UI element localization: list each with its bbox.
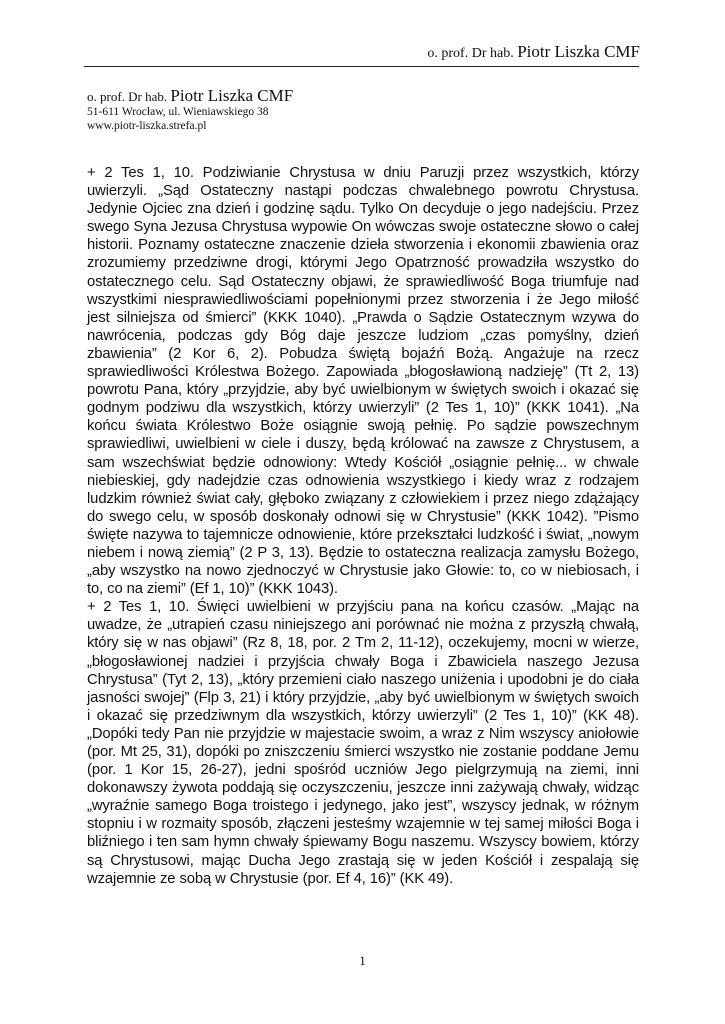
author-line — [87, 86, 293, 106]
author-street: 51-611 Wrocław, ul. Wieniawskiego 38 — [87, 106, 269, 119]
header-rule — [84, 66, 639, 67]
paragraph-1: + 2 Tes 1, 10. Podziwianie Chrystusa w dniu Paruzji przez wszystkich, którzy uwierzyli. „Sąd Ostateczny nastąpi podczas chwalebnego powrotu Chrystusa. Jedynie Ojciec zna dzień i godzinę sądu. Tylko On decyduje o jego nadejściu. Przez swego Syna Jezusa Chrystusa wypowie On wówczas swoje ostateczne słowo o całej historii. Poznamy ostateczne znaczenie dzieła stworzenia i ekonomii zbawienia oraz zrozumiemy przedziwne drogi, którymi Jego Opatrzność prowadziła wszystko do ostatecznego celu. Sąd Ostateczny objawi, że sprawiedliwość Boga triumfuje nad wszystkimi niesprawiedliwościami popełnionymi przez stworzenia i że Jego miłość jest silniejsza od śmierci” (KKK 1040). „Prawda o Sądzie Ostatecznym wzywa do nawrócenia, podczas gdy Bóg daje jeszcze ludziom „czas pomyślny, dzień zbawienia” (2 Kor 6, 2). Pobudza świętą bojaźń Bożą. Angażuje na rzecz sprawiedliwości Królestwa Bożego. Zapowiada „błogosławioną nadzieję” (Tt 2, 13) powrotu Pana, który „przyjdzie, aby być uwielbionym w świętych swoich i okazać się godnym podziwu dla wszystkich, którzy uwierzyli” (2 Tes 1, 10)” (KKK 1041). „Na końcu świata Królestwo Boże osiągnie swoją pełnię. Po sądzie powszechnym sprawiedliwi, uwielbieni w ciele i duszy, będą królować na zawsze z Chrystusem, a sam wszechświat będzie odnowiony: Wtedy Kościół „osiągnie pełnię... w chwale niebieskiej, gdy nadejdzie czas odnowienia wszystkiego i kiedy wraz z rodzajem ludzkim również świat cały, głęboko związany z człowiekiem i przez niego zdążający do swego celu, w sposób doskonały odnowi się w Chrystusie” (KKK 1042). ”Pismo święte nazywa to tajemnicze odnowienie, które przekształci ludzkość i świat, „nowym niebem i nową ziemią” (2 P 3, 13). Będzie to ostateczna realizacja zamysłu Bożego, „aby wszystko na nowo zjednoczyć w Chrystusie jako Głowie: to, co w niebiosach, i to, co na ziemi” (Ef 1, 10)” (KKK 1043). — [87, 165, 639, 598]
author-name: Piotr Liszka CMF — [170, 86, 294, 105]
running-header-prefix: o. prof. Dr hab. — [427, 46, 514, 61]
running-header-name: Piotr Liszka CMF — [517, 42, 640, 61]
author-address-block — [87, 86, 293, 134]
author-website: www.piotr-liszka.strefa.pl — [87, 120, 207, 133]
running-header — [427, 42, 640, 62]
body-text — [87, 164, 639, 888]
paragraph-2: + 2 Tes 1, 10. Święci uwielbieni w przyjściu pana na końcu czasów. „Mając na uwadze, że „utrapień czasu niniejszego ani porównać nie można z przyszłą chwałą, który się w nas objawi” (Rz 8, 18, por. 2 Tm 2, 11-12), oczekujemy, mocni w wierze, „błogosławionej nadziei i przyjścia chwały Boga i Zbawiciela naszego Jezusa Chrystusa” (Tyt 2, 13), „który przemieni ciało naszego uniżenia i upodobni je do ciała jasności swojej” (Flp 3, 21) i który przyjdzie, „aby być uwielbionym w świętych swoich i okazać się przedziwnym dla wszystkich, którzy uwierzyli” (2 Tes 1, 10)” (KK 48). „Dopóki tedy Pan nie przyjdzie w majestacie swoim, a wraz z Nim wszyscy aniołowie (por. Mt 25, 31), dopóki po zniszczeniu śmierci wszystko nie zostanie poddane Jemu (por. 1 Kor 15, 26-27), jedni spośród uczniów Jego pielgrzymują na ziemi, inni dokonawszy żywota poddają się oczyszczeniu, jeszcze inni zażywają chwały, widząc „wyraźnie samego Boga troistego i jedynego, jako jest”, wszyscy jednak, w różnym stopniu i w rozmaity sposób, złączeni jesteśmy wzajemnie w tej samej miłości Boga i bliźniego i ten sam hymn chwały śpiewamy Bogu naszemu. Wszyscy bowiem, którzy są Chrystusowi, mając Ducha Jego zrastają się w jeden Kościół i zespalają się wzajemnie ze sobą w Chrystusie (por. Ef 4, 16)” (KK 49). — [87, 599, 639, 887]
page-number: 1 — [359, 953, 366, 968]
author-prefix: o. prof. Dr hab. — [87, 89, 168, 104]
